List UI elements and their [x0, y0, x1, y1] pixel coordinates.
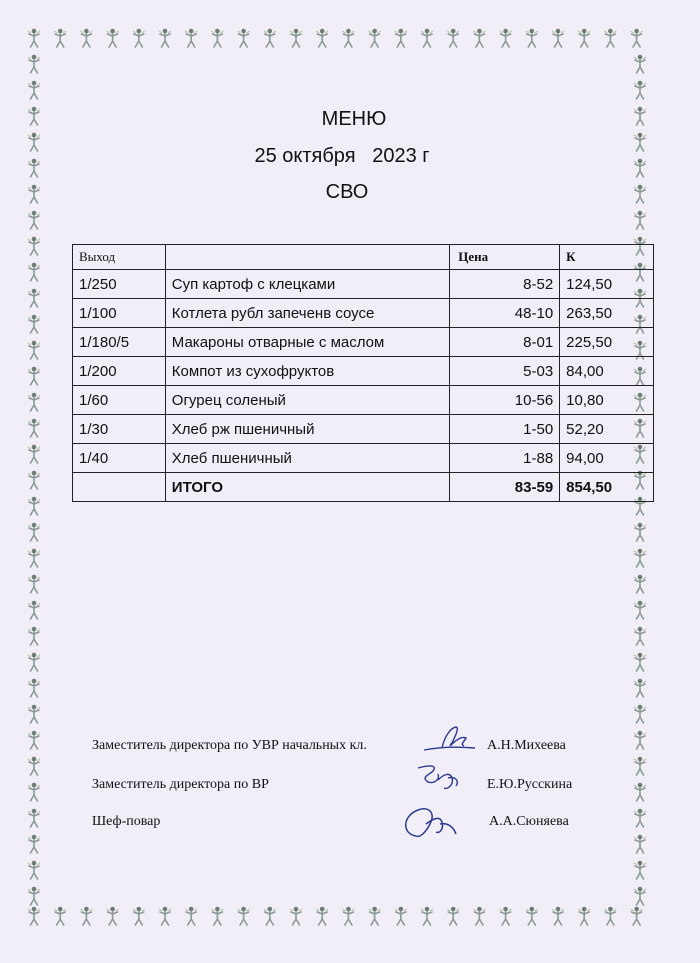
price-cell: 5-03	[450, 357, 560, 386]
page-title: МЕНЮ	[321, 108, 387, 130]
price-cell: 10-56	[450, 386, 560, 415]
kcal-cell: 263,50	[560, 299, 654, 328]
table-row	[73, 299, 654, 328]
column-header-kcal: К	[560, 245, 654, 270]
signature-role-3: Шеф-повар	[92, 814, 161, 829]
dish-cell: Макароны отварные с маслом	[165, 328, 449, 357]
dish-cell: Хлеб рж пшеничный	[165, 415, 449, 444]
signature-name-1: А.Н.Михеева	[487, 738, 566, 753]
kcal-cell: 52,20	[560, 415, 654, 444]
price-cell: 1-50	[450, 415, 560, 444]
dish-cell: Суп картоф с клецками	[165, 270, 449, 299]
table-row	[73, 357, 654, 386]
kcal-cell: 84,00	[560, 357, 654, 386]
menu-group: СВО	[325, 181, 369, 203]
handwritten-signature-2	[408, 760, 468, 796]
handwritten-signature-1	[420, 724, 480, 756]
table-row	[73, 444, 654, 473]
signature-name-2: Е.Ю.Русскина	[487, 777, 573, 792]
price-cell: 8-52	[450, 270, 560, 299]
portion-cell: 1/30	[73, 415, 166, 444]
portion-cell: 1/250	[73, 270, 166, 299]
price-cell: 1-88	[450, 444, 560, 473]
table-row	[73, 270, 654, 299]
signature-role-2: Заместитель директора по ВР	[92, 777, 269, 792]
table-row	[73, 328, 654, 357]
dish-cell: Компот из сухофруктов	[165, 357, 449, 386]
table-row	[73, 386, 654, 415]
column-header-dish	[165, 245, 449, 270]
portion-cell	[73, 473, 166, 502]
portion-cell: 1/200	[73, 357, 166, 386]
total-price: 83-59	[450, 473, 560, 502]
total-row	[73, 473, 654, 502]
portion-cell: 1/40	[73, 444, 166, 473]
menu-table	[72, 244, 654, 502]
price-cell: 8-01	[450, 328, 560, 357]
handwritten-signature-3	[396, 800, 462, 844]
total-label: ИТОГО	[165, 473, 449, 502]
kcal-cell: 94,00	[560, 444, 654, 473]
signature-name-3: А.А.Сюняева	[489, 814, 569, 829]
portion-cell: 1/60	[73, 386, 166, 415]
kcal-cell: 225,50	[560, 328, 654, 357]
portion-cell: 1/180/5	[73, 328, 166, 357]
menu-date: 25 октября 2023 г	[254, 145, 430, 167]
kcal-cell: 124,50	[560, 270, 654, 299]
table-header-row	[73, 245, 654, 270]
signature-role-1: Заместитель директора по УВР начальных кл.	[92, 738, 367, 753]
kcal-cell: 10,80	[560, 386, 654, 415]
total-kcal: 854,50	[560, 473, 654, 502]
column-header-price: Цена	[450, 245, 560, 270]
price-cell: 48-10	[450, 299, 560, 328]
table-row	[73, 415, 654, 444]
dish-cell: Котлета рубл запеченв соусе	[165, 299, 449, 328]
column-header-portion: Выход	[73, 245, 166, 270]
dish-cell: Хлеб пшеничный	[165, 444, 449, 473]
dish-cell: Огурец соленый	[165, 386, 449, 415]
portion-cell: 1/100	[73, 299, 166, 328]
